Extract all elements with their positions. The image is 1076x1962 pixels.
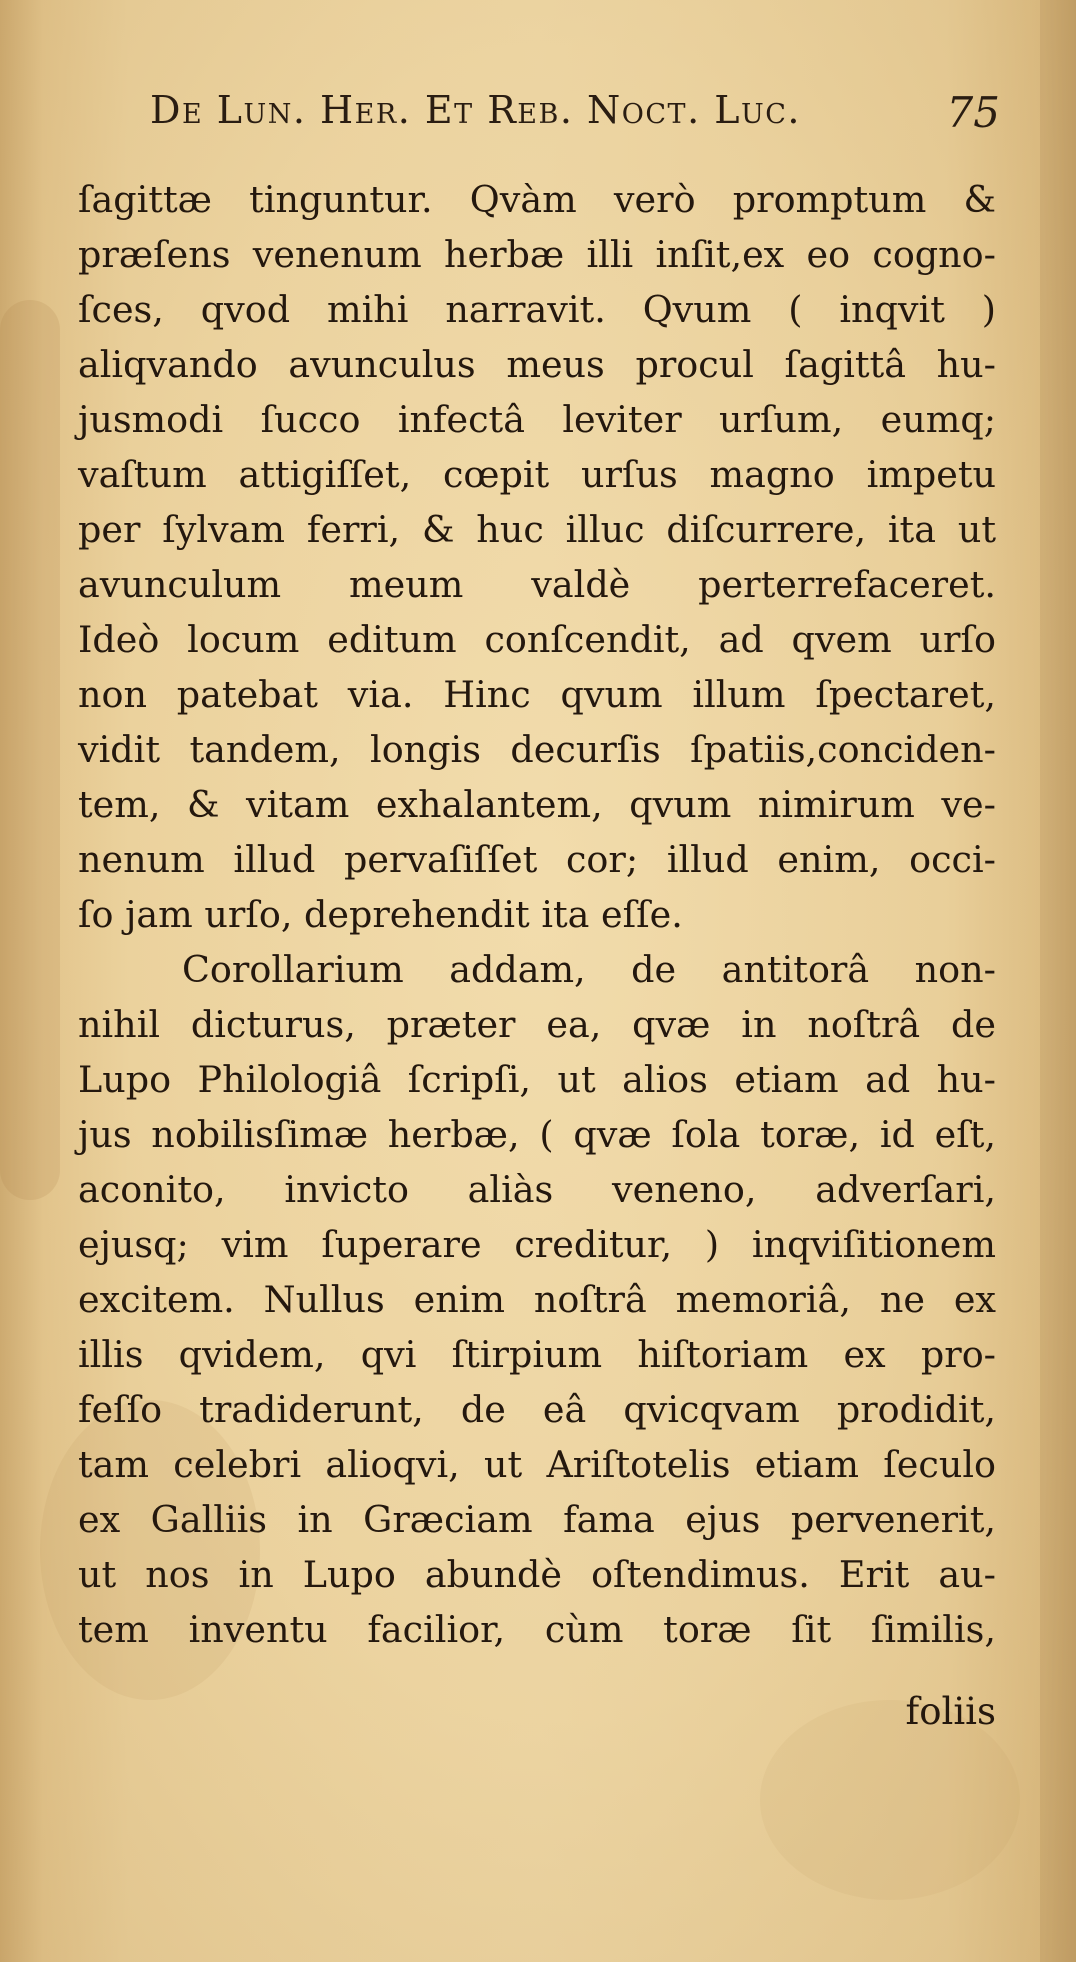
text-line-18: jus nobilisſimæ herbæ, ( qvæ ſola toræ, id eſt, — [78, 1113, 996, 1156]
text-line-11: vidit tandem, longis decurſis ſpatiis,conciden- — [78, 728, 996, 771]
text-line-1: ſagittæ tinguntur. Qvàm verò promptum & — [78, 178, 996, 221]
catchword: foliis — [905, 1690, 996, 1733]
text-line-13: nenum illud pervaſiſſet cor; illud enim, occi- — [78, 838, 996, 881]
text-line-19: aconito, invicto aliàs veneno, adverſari, — [78, 1168, 996, 1211]
text-line-8: avunculum meum valdè perterrefaceret. — [78, 563, 996, 606]
body-text — [78, 172, 996, 1657]
text-line-9: Ideò locum editum conſcendit, ad qvem urſo — [78, 618, 996, 661]
text-line-20: ejusq; vim ſuperare creditur, ) inqviſitionem — [78, 1223, 996, 1266]
text-line-16: nihil dicturus, præter ea, qvæ in noſtrâ de — [78, 1003, 996, 1046]
edge-shadow-right — [1040, 0, 1076, 1962]
text-line-15: Corollarium addam, de antitorâ non- — [182, 948, 996, 991]
text-line-5: jusmodi ſucco infectâ leviter urſum, eumq; — [78, 398, 996, 441]
running-title: De Lun. Her. Et Reb. Noct. Luc. — [150, 88, 801, 132]
text-line-10: non patebat via. Hinc qvum illum ſpectaret, — [78, 673, 996, 716]
running-header — [150, 88, 1000, 148]
text-line-24: tam celebri alioqvi, ut Ariſtotelis etiam ſeculo — [78, 1443, 996, 1486]
page-number: 75 — [946, 88, 1000, 137]
text-line-2: præſens venenum herbæ illi inſit,ex eo cogno- — [78, 233, 996, 276]
text-line-26: ut nos in Lupo abundè oſtendimus. Erit au- — [78, 1553, 996, 1596]
text-line-23: feſſo tradiderunt, de eâ qvicqvam prodidit, — [78, 1388, 996, 1431]
text-line-12: tem, & vitam exhalantem, qvum nimirum ve- — [78, 783, 996, 826]
text-line-17: Lupo Philologiâ ſcripſi, ut alios etiam ad hu- — [78, 1058, 996, 1101]
text-line-4: aliqvando avunculus meus procul ſagittâ hu- — [78, 343, 996, 386]
text-line-22: illis qvidem, qvi ſtirpium hiſtoriam ex pro- — [78, 1333, 996, 1376]
text-line-25: ex Galliis in Græciam fama ejus pervenerit, — [78, 1498, 996, 1541]
edge-stain-left — [0, 300, 60, 1200]
text-line-27: tem inventu facilior, cùm toræ ſit ſimilis, — [78, 1608, 996, 1651]
text-line-21: excitem. Nullus enim noſtrâ memoriâ, ne ex — [78, 1278, 996, 1321]
text-line-3: ſces, qvod mihi narravit. Qvum ( inqvit ) — [78, 288, 996, 331]
text-line-14: ſo jam urſo, deprehendit ita eſſe. — [78, 893, 683, 936]
text-line-7: per ſylvam ferri, & huc illuc diſcurrere, ita ut — [78, 508, 996, 551]
text-line-6: vaſtum attigiſſet, cœpit urſus magno impetu — [78, 453, 996, 496]
